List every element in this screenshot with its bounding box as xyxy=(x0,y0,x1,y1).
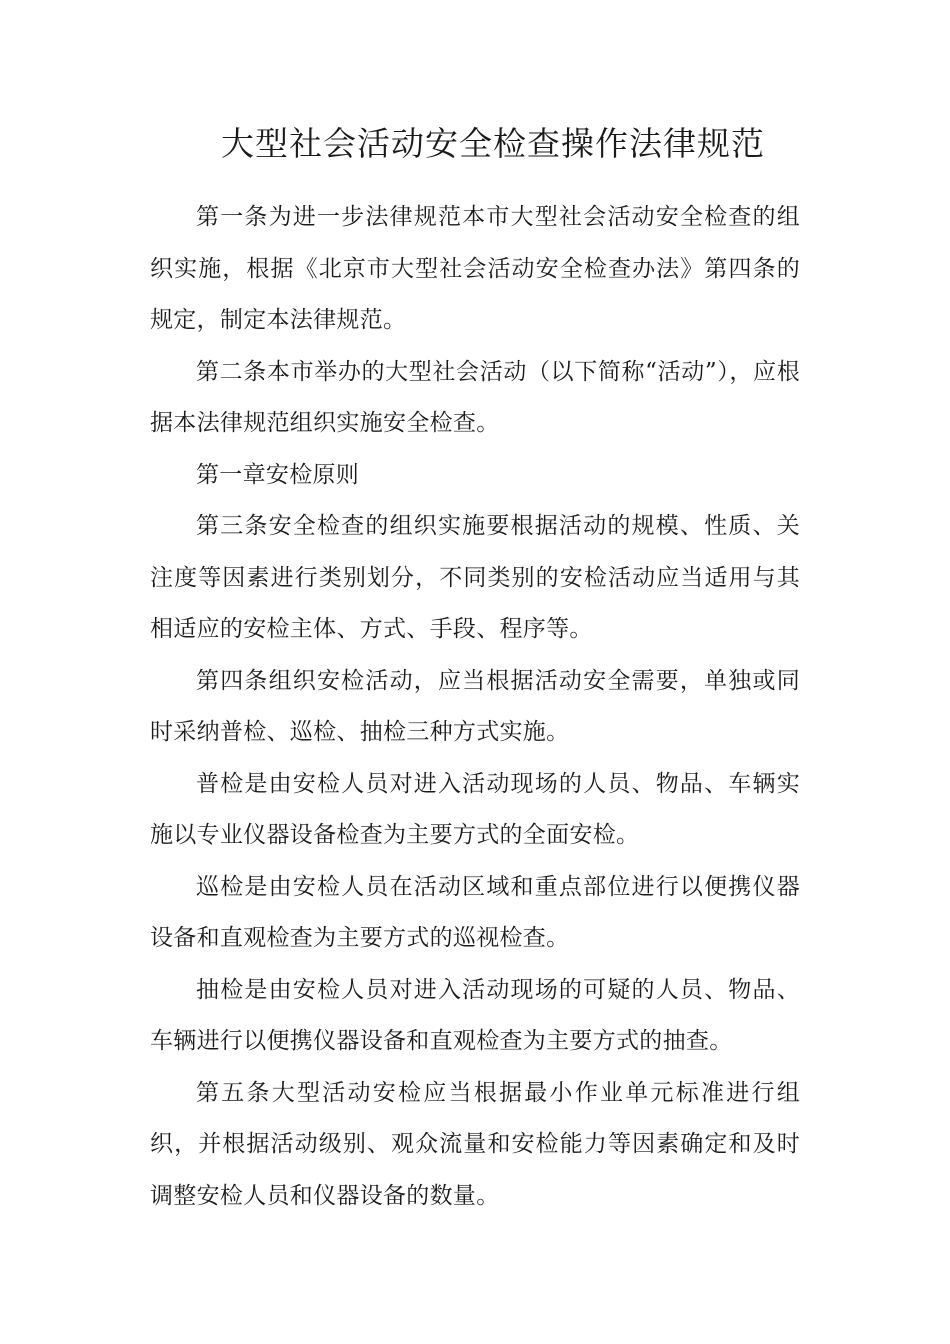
article-4-paragraph: 第四条组织安检活动，应当根据活动安全需要，单独或同时采纳普检、巡检、抽检三种方式实施。 xyxy=(150,667,800,745)
general-inspection-paragraph: 普检是由安检人员对进入活动现场的人员、物品、车辆实施以专业仪器设备检查为主要方式的全面安检。 xyxy=(150,770,800,848)
article-3-paragraph: 第三条安全检查的组织实施要根据活动的规模、性质、关注度等因素进行类别划分，不同类别的安检活动应当适用与其相适应的安检主体、方式、手段、程序等。 xyxy=(150,513,800,642)
article-1-paragraph: 第一条为进一步法律规范本市大型社会活动安全检查的组织实施，根据《北京市大型社会活动安全检查办法》第四条的规定，制定本法律规范。 xyxy=(150,204,800,333)
chapter-1-heading: 第一章安检原则 xyxy=(196,461,360,488)
article-5-paragraph: 第五条大型活动安检应当根据最小作业单元标准进行组织，并根据活动级别、观众流量和安检能力等因素确定和及时调整安检人员和仪器设备的数量。 xyxy=(150,1079,800,1209)
article-2-paragraph: 第二条本市举办的大型社会活动（以下简称“活动”），应根据本法律规范组织实施安全检查。 xyxy=(150,358,800,436)
document-body xyxy=(150,192,800,1222)
patrol-inspection-paragraph: 巡检是由安检人员在活动区域和重点部位进行以便携仪器设备和直观检查为主要方式的巡视检查。 xyxy=(150,873,800,951)
document-title: 大型社会活动安全检查操作法律规范 xyxy=(221,124,765,163)
spot-inspection-paragraph: 抽检是由安检人员对进入活动现场的可疑的人员、物品、车辆进行以便携仪器设备和直观检查为主要方式的抽查。 xyxy=(150,976,800,1054)
